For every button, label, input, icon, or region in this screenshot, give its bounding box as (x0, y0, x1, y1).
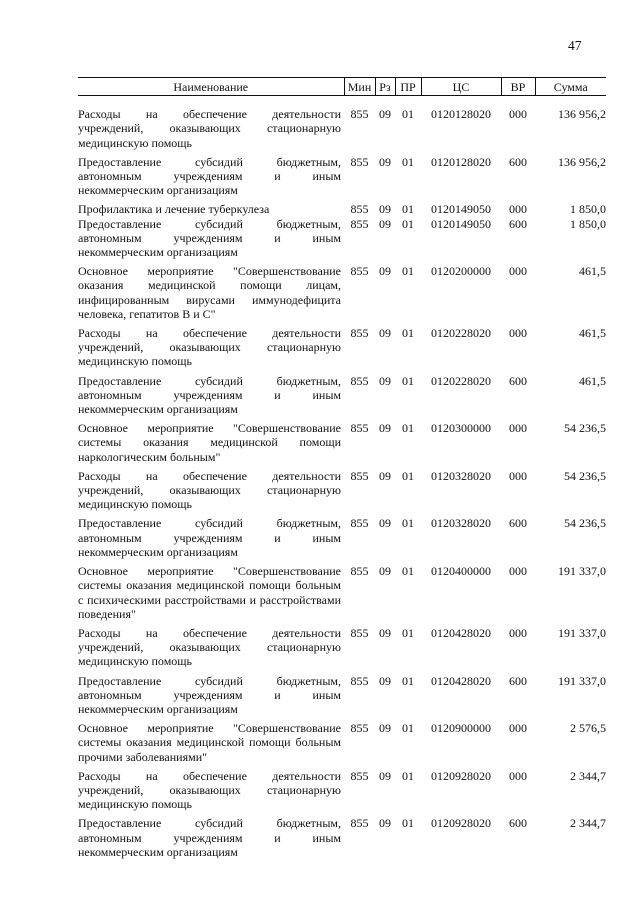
row-name: Основное мероприятие "Совершенствование системы оказания медицинской помощи наркологическим больным" (78, 421, 341, 464)
row-rz: 09 (379, 202, 391, 217)
row-min: 855 (350, 468, 369, 483)
row-cs: 0120400000 (431, 564, 491, 579)
row-rz: 09 (379, 516, 391, 531)
row-cs: 0120328020 (431, 468, 491, 483)
table-row (78, 516, 606, 564)
row-name: Предоставление субсидий бюджетным, автономным учреждениям и иным некоммерческим организациям (78, 216, 341, 260)
header-row (78, 78, 606, 96)
row-cs: 0120428020 (431, 673, 491, 688)
row-pr: 01 (402, 107, 414, 122)
row-vr: 600 (509, 216, 527, 231)
row-cs: 0120228020 (431, 326, 491, 341)
budget-table (78, 77, 606, 864)
row-pr: 01 (402, 216, 414, 231)
row-name: Расходы на обеспечение деятельности учреждений, оказывающих стационарную медицинскую помощь (78, 326, 341, 369)
table-row (78, 326, 606, 374)
row-pr: 01 (402, 768, 414, 783)
row-min: 855 (350, 768, 369, 783)
table-row (78, 626, 606, 674)
row-sum: 191 337,0 (558, 673, 606, 688)
row-sum: 2 344,7 (570, 768, 606, 783)
row-vr: 000 (509, 326, 527, 341)
row-cs: 0120928020 (431, 768, 491, 783)
row-name: Расходы на обеспечение деятельности учреждений, оказывающих стационарную медицинскую помощь (78, 625, 341, 669)
row-pr: 01 (402, 373, 414, 388)
row-sum: 461,5 (579, 264, 606, 279)
row-min: 855 (350, 673, 369, 688)
row-pr: 01 (402, 816, 414, 831)
row-sum: 1 850,0 (570, 216, 606, 231)
row-min: 855 (350, 816, 369, 831)
row-vr: 600 (509, 154, 527, 169)
header-spacer (78, 96, 606, 108)
row-name: Предоставление субсидий бюджетным, автономным учреждениям и иным некоммерческим организациям (78, 673, 341, 716)
row-vr: 600 (509, 673, 527, 688)
row-sum: 136 956,2 (558, 107, 606, 122)
row-pr: 01 (402, 468, 414, 483)
table-row (78, 674, 606, 722)
row-vr: 000 (509, 264, 527, 279)
row-cs: 0120128020 (431, 107, 491, 122)
row-vr: 000 (509, 625, 527, 640)
row-rz: 09 (379, 421, 391, 436)
row-min: 855 (350, 202, 369, 217)
row-pr: 01 (402, 421, 414, 436)
row-pr: 01 (402, 326, 414, 341)
row-cs: 0120900000 (431, 721, 491, 736)
row-vr: 000 (509, 421, 527, 436)
row-sum: 2 576,5 (570, 721, 606, 736)
table-row (78, 264, 606, 326)
row-rz: 09 (379, 373, 391, 388)
row-name: Основное мероприятие "Совершенствование системы оказания медицинской помощи больным прочими заболеваниями" (78, 721, 341, 764)
page-number: 47 (568, 38, 582, 53)
row-min: 855 (350, 516, 369, 531)
row-name: Предоставление субсидий бюджетным, автономным учреждениям и иным некоммерческим организациям (78, 516, 341, 559)
row-min: 855 (350, 625, 369, 640)
table-row (78, 816, 606, 864)
row-vr: 000 (509, 721, 527, 736)
table-row (78, 721, 606, 769)
row-min: 855 (350, 216, 369, 231)
row-rz: 09 (379, 721, 391, 736)
row-name: Предоставление субсидий бюджетным, автономным учреждениям и иным некоммерческим организациям (78, 373, 341, 417)
row-name: Предоставление субсидий бюджетным, автономным учреждениям и иным некоммерческим организациям (78, 154, 341, 198)
row-rz: 09 (379, 107, 391, 122)
row-cs: 0120928020 (431, 816, 491, 831)
row-min: 855 (350, 421, 369, 436)
row-vr: 000 (509, 202, 527, 217)
row-vr: 000 (509, 768, 527, 783)
row-min: 855 (350, 721, 369, 736)
row-sum: 191 337,0 (558, 564, 606, 579)
row-name: Предоставление субсидий бюджетным, автономным учреждениям и иным некоммерческим организациям (78, 816, 341, 859)
row-sum: 54 236,5 (564, 421, 606, 436)
table-row (78, 564, 606, 626)
table-row (78, 217, 606, 265)
row-cs: 0120200000 (431, 264, 491, 279)
row-name: Расходы на обеспечение деятельности учреждений, оказывающих стационарную медицинскую помощь (78, 768, 341, 812)
spacer-cell (78, 96, 606, 108)
row-pr: 01 (402, 673, 414, 688)
header-name: Наименование (78, 78, 344, 96)
table-row (78, 374, 606, 422)
row-vr: 000 (509, 107, 527, 122)
row-rz: 09 (379, 564, 391, 579)
table-row (78, 421, 606, 469)
row-rz: 09 (379, 625, 391, 640)
row-pr: 01 (402, 202, 414, 217)
table-row (78, 107, 606, 155)
row-vr: 600 (509, 816, 527, 831)
header-vr: ВР (501, 78, 535, 96)
row-rz: 09 (379, 468, 391, 483)
row-cs: 0120128020 (431, 154, 491, 169)
row-vr: 000 (509, 468, 527, 483)
row-rz: 09 (379, 154, 391, 169)
header-cs: ЦС (421, 78, 501, 96)
row-min: 855 (350, 326, 369, 341)
row-min: 855 (350, 107, 369, 122)
row-min: 855 (350, 373, 369, 388)
table-header (78, 78, 606, 108)
row-cs: 0120149050 (431, 202, 491, 217)
row-cs: 0120228020 (431, 373, 491, 388)
row-rz: 09 (379, 673, 391, 688)
row-name: Основное мероприятие "Совершенствование системы оказания медицинской помощи больным с психическими расстройствами и расстройствами поведения" (78, 564, 341, 621)
row-sum: 461,5 (579, 326, 606, 341)
row-rz: 09 (379, 264, 391, 279)
row-rz: 09 (379, 768, 391, 783)
row-cs: 0120149050 (431, 216, 491, 231)
row-name: Расходы на обеспечение деятельности учреждений, оказывающих стационарную медицинскую помощь (78, 468, 341, 512)
row-min: 855 (350, 264, 369, 279)
row-sum: 2 344,7 (570, 816, 606, 831)
row-pr: 01 (402, 721, 414, 736)
row-sum: 191 337,0 (558, 625, 606, 640)
row-cs: 0120428020 (431, 625, 491, 640)
row-pr: 01 (402, 625, 414, 640)
row-min: 855 (350, 564, 369, 579)
row-sum: 461,5 (579, 373, 606, 388)
row-name: Основное мероприятие "Совершенствование оказания медицинской помощи лицам, инфицированным вирусами иммунодефицита человека, гепатитов В и С" (78, 264, 341, 321)
header-sum: Сумма (535, 78, 606, 96)
row-sum: 1 850,0 (570, 202, 606, 217)
row-min: 855 (350, 154, 369, 169)
table-row (78, 769, 606, 817)
header-min: Мин (344, 78, 375, 96)
row-cs: 0120300000 (431, 421, 491, 436)
row-sum: 136 956,2 (558, 154, 606, 169)
row-vr: 000 (509, 564, 527, 579)
row-name: Расходы на обеспечение деятельности учреждений, оказывающих стационарную медицинскую помощь (78, 107, 341, 150)
row-pr: 01 (402, 564, 414, 579)
row-rz: 09 (379, 216, 391, 231)
row-rz: 09 (379, 326, 391, 341)
row-name: Профилактика и лечение туберкулеза (78, 202, 270, 217)
row-pr: 01 (402, 154, 414, 169)
header-rz: Рз (375, 78, 395, 96)
row-sum: 54 236,5 (564, 468, 606, 483)
header-pr: ПР (395, 78, 421, 96)
row-pr: 01 (402, 516, 414, 531)
table-row (78, 202, 606, 216)
row-vr: 600 (509, 373, 527, 388)
row-vr: 600 (509, 516, 527, 531)
row-pr: 01 (402, 264, 414, 279)
row-sum: 54 236,5 (564, 516, 606, 531)
row-cs: 0120328020 (431, 516, 491, 531)
table-row (78, 469, 606, 517)
row-rz: 09 (379, 816, 391, 831)
table-body (78, 107, 606, 864)
table-row (78, 155, 606, 203)
